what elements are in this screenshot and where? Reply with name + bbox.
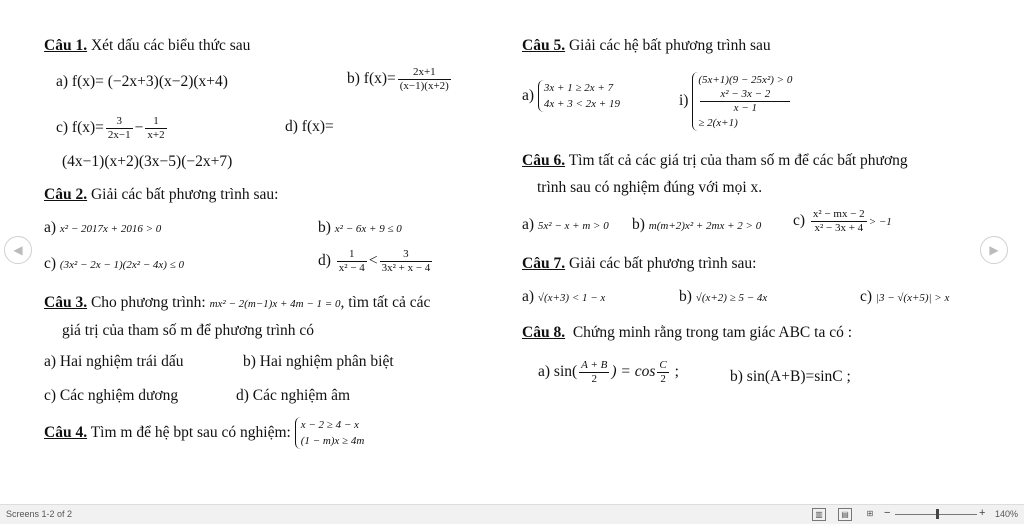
q5-i-fraction [700,88,790,115]
q2-d-num2: 3 [403,248,409,260]
q2-c [44,255,184,274]
q1-d: d) f(x)= [285,118,334,135]
q8-title: Câu 8. [522,324,566,341]
q1-c-fraction-1 [106,115,133,142]
q7-c-label: c) [860,288,873,305]
q1-c-prefix: c) f(x)= [56,119,104,137]
q7-a-expression: √(x+3) < 1 − x [537,292,606,304]
read-mode-icon[interactable]: ▥ [812,508,826,521]
q4-system-line2: (1 − m)x ≥ 4m [300,435,365,448]
q7-title: Câu 7. [522,255,566,272]
q4-title: Câu 4. [44,424,88,441]
q1-b [347,66,453,93]
q6-b-label: b) [632,216,645,233]
q6-c-label: c) [793,212,806,230]
q7-a-label: a) [522,288,535,305]
q7-b [679,288,767,307]
screens-label: Screens 1-2 of 2 [6,509,73,519]
q2-text: Giải các bất phương trình sau: [90,186,279,203]
q2-d: d) $\frac{1}{\text{x² − 4}}$ < $\frac{3}{\text{3x² + x − 4}}$ [318,248,431,274]
q5-title: Câu 5. [522,37,566,54]
q3-heading [44,294,430,313]
q1-b-prefix: b) f(x)= [347,70,396,88]
print-layout-icon[interactable]: ▤ [838,508,852,521]
q2-d-label: d) [318,252,331,270]
zoom-slider-handle[interactable] [936,509,939,519]
q7-text: Giải các bất phương trình sau: [568,255,757,272]
q5-a-line1: 3x + 1 ≥ 2x + 7 [543,82,614,95]
q3-d: d) Các nghiệm âm [236,387,351,404]
q8-a-label: a) [538,363,551,381]
q8-a-den1: 2 [579,372,609,386]
q5-i [679,72,792,131]
q1-heading [44,37,250,55]
q8-heading [522,324,852,342]
q5-i-system [692,72,792,131]
q5-heading [522,37,771,55]
q1-c-num2: 1 [153,115,159,127]
q5-i-line2 [698,88,792,131]
q3-a: a) Hai nghiệm trái dấu [44,353,184,370]
q5-i-label: i) [679,92,689,110]
q1-b-denominator: (x−1)(x+2) [399,80,449,92]
q4-heading [44,416,364,450]
q8-a-num1: A + B [581,359,608,371]
q1-b-fraction [398,66,451,93]
q6-c-num: x² − mx − 2 [812,208,865,220]
q6-c [793,208,892,235]
q1-b-numerator: 2x+1 [412,66,436,78]
q1-c: c) f(x)= $\frac{3}{2x-1}$ − $\frac{1}{x+2}$ [56,115,165,141]
q1-text: Xét dấu các biểu thức sau [90,37,251,54]
q6-line2: trình sau có nghiệm đúng với mọi x. [537,179,763,196]
q5-a-system [538,80,620,112]
q1-a: a) f(x)= (−2x+3)(x−2)(x+4) [56,73,228,90]
q7-b-label: b) [679,288,692,305]
q5-a-label: a) [522,87,535,104]
q2-b-expression: x² − 6x + 9 ≤ 0 [334,223,402,235]
q3-c: c) Các nghiệm dương [44,387,179,404]
q7-b-expression: √(x+2) ≥ 5 − 4x [695,292,768,304]
q8-a-pre: sin( [553,363,578,381]
chevron-right-icon[interactable]: ▶ [980,236,1008,264]
q5-i-den: x − 1 [700,101,790,115]
q5-i-tail: ≥ 2(x+1) [698,117,738,129]
q6-c-fraction [811,208,867,235]
q3-text-post: , tìm tất cả các [340,294,431,311]
q2-a-label: a) [44,219,57,236]
q8-a-mid: ) = cos [611,363,656,381]
q8-b [730,368,851,386]
q1-c-den2: x+2 [147,129,165,141]
q2-b-label: b) [318,219,331,236]
q8-a-den2: 2 [657,372,668,386]
q2-c-label: c) [44,255,57,272]
q2-c-expression: (3x² − 2x − 1)(2x² − 4x) ≤ 0 [59,259,185,271]
q5-text: Giải các hệ bất phương trình sau [568,37,771,54]
q4-text: Tìm m để hệ bpt sau có nghiệm: [90,424,291,441]
q3-text-pre: Cho phương trình: [90,294,206,311]
q1-title: Câu 1. [44,37,88,54]
q6-a [522,216,609,235]
q1-c-fraction-2 [145,115,166,142]
q3-equation: mx² − 2(m−1)x + 4m − 1 = 0 [209,298,341,310]
q2-d-den2: 3x² + x − 4 [381,262,431,274]
q5-i-line1: (5x+1)(9 − 25x²) > 0 [698,74,793,86]
q6-a-expression: 5x² − x + m > 0 [537,220,609,232]
q8-b-expression: sin(A+B)=sinC ; [746,368,851,385]
web-layout-icon[interactable]: ⊞ [866,509,874,518]
q8-a-fraction-2 [657,359,668,386]
zoom-level[interactable]: 140% [994,509,1018,519]
q6-title: Câu 6. [522,152,566,169]
q7-a [522,288,605,307]
q6-b-expression: m(m+2)x² + 2mx + 2 > 0 [648,220,762,232]
q1-c-den1: 2x−1 [107,129,131,141]
q1-d-expression: (4x−1)(x+2)(3x−5)(−2x+7) [62,153,233,170]
q5-a [522,80,620,112]
q2-heading [44,186,278,204]
q2-title: Câu 2. [44,186,88,203]
q2-b [318,219,402,238]
q4-system-line1: x − 2 ≥ 4 − x [300,419,359,432]
q3-b: b) Hai nghiệm phân biệt [243,353,394,370]
zoom-out-icon[interactable]: − [884,507,891,519]
q7-heading [522,255,756,273]
q8-a-num2: C [659,359,667,371]
q8-a-fraction-1 [579,359,609,386]
q8-a-end: ; [674,363,679,381]
q2-d-den1: x² − 4 [338,262,365,274]
q2-d-fraction-1 [337,248,367,275]
q2-d-num1: 1 [349,248,355,260]
q5-a-line2: 4x + 3 < 2x + 19 [543,98,620,111]
q4-system [295,417,365,449]
q6-c-den: x² − 3x + 4 [811,221,867,235]
q2-a [44,219,161,238]
chevron-left-icon[interactable]: ◀ [4,236,32,264]
q1-c-num1: 3 [116,115,123,127]
q6-b [632,216,761,235]
q2-d-fraction-2 [380,248,433,275]
q6-a-label: a) [522,216,535,233]
q2-a-expression: x² − 2017x + 2016 > 0 [59,223,162,235]
q3-line2: giá trị của tham số m để phương trình có [62,322,315,339]
q6-c-tail: > −1 [868,216,892,229]
q7-c [860,288,949,307]
q7-c-expression: |3 − √(x+5)| > x [875,292,950,304]
q8-text: Chứng minh rằng trong tam giác ABC ta có : [572,324,853,341]
zoom-in-icon[interactable]: + [979,507,986,519]
status-bar [0,504,1024,524]
q5-i-num: x² − 3x − 2 [720,88,771,100]
q6-heading [522,152,908,170]
q3-title: Câu 3. [44,294,88,311]
q6-text: Tìm tất cả các giá trị của tham số m để các bất phương [568,152,908,169]
q8-b-label: b) [730,368,743,385]
q8-a [538,359,679,386]
